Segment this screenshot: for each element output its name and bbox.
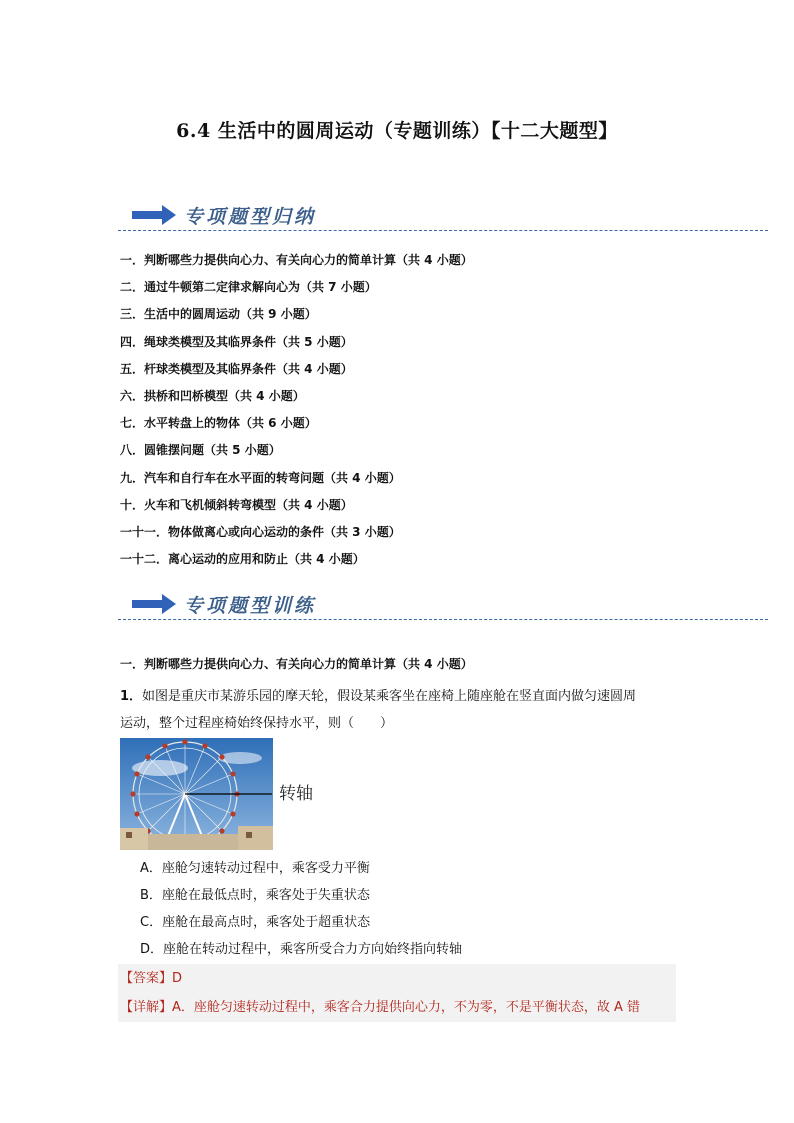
section-banner-training (118, 590, 768, 620)
toc-item: 一．判断哪些力提供向心力、有关向心力的简单计算（共 4 小题） (120, 253, 473, 267)
option-b: B．座舱在最低点时，乘客处于失重状态 (140, 888, 370, 903)
answer-line: 【答案】D (120, 971, 183, 986)
arrow-right-icon (132, 593, 176, 615)
banner-label: 专项题型归纳 (184, 206, 317, 228)
dashed-divider (118, 619, 768, 620)
option-a: A．座舱匀速转动过程中，乘客受力平衡 (140, 861, 370, 876)
toc-item: 六．拱桥和凹桥模型（共 4 小题） (120, 388, 305, 403)
toc-item: 二．通过牛顿第二定律求解向心为（共 7 小题） (120, 280, 377, 295)
detail-line: 【详解】A．座舱匀速转动过程中，乘客合力提供向心力，不为零，不是平衡状态，故 A 错 (120, 1000, 641, 1015)
question-number: 1． (120, 689, 143, 704)
toc-item: 三．生活中的圆周运动（共 9 小题） (120, 307, 317, 322)
answer-box (118, 964, 676, 1022)
axle-label: 转轴 (279, 784, 313, 804)
toc-item: 五．杆球类模型及其临界条件（共 4 小题） (120, 361, 353, 376)
banner-label: 专项题型训练 (184, 595, 317, 617)
option-c: C．座舱在最高点时，乘客处于超重状态 (140, 915, 371, 930)
toc-item: 一十一．物体做离心或向心运动的条件（共 3 小题） (120, 524, 401, 539)
page-title: 6.4 生活中的圆周运动（专题训练）【十二大题型】 (176, 120, 618, 142)
toc-item: 四．绳球类模型及其临界条件（共 5 小题） (120, 334, 353, 349)
option-d: D．座舱在转动过程中，乘客所受合力方向始终指向转轴 (140, 942, 463, 957)
toc-item: 十．火车和飞机倾斜转弯模型（共 4 小题） (120, 497, 353, 512)
toc-item: 一十二．离心运动的应用和防止（共 4 小题） (120, 552, 365, 567)
dashed-divider (118, 230, 768, 231)
question-line: 运动，整个过程座椅始终保持水平，则（ ） (120, 716, 394, 731)
arrow-right-icon (132, 204, 176, 226)
question-text (120, 683, 680, 737)
toc-item: 九．汽车和自行车在水平面的转弯问题（共 4 小题） (120, 470, 401, 485)
section-banner-summary (118, 201, 768, 231)
answer-options (140, 855, 680, 963)
question-line: 如图是重庆市某游乐园的摩天轮，假设某乘客坐在座椅上随座舱在竖直面内做匀速圆周 (142, 689, 637, 704)
ferris-wheel-figure (120, 738, 330, 850)
toc-item: 七．水平转盘上的物体（共 6 小题） (120, 416, 317, 431)
section-heading: 一．判断哪些力提供向心力、有关向心力的简单计算（共 4 小题） (120, 657, 473, 671)
toc-item: 八．圆锥摆问题（共 5 小题） (120, 443, 281, 458)
table-of-contents (120, 250, 720, 576)
